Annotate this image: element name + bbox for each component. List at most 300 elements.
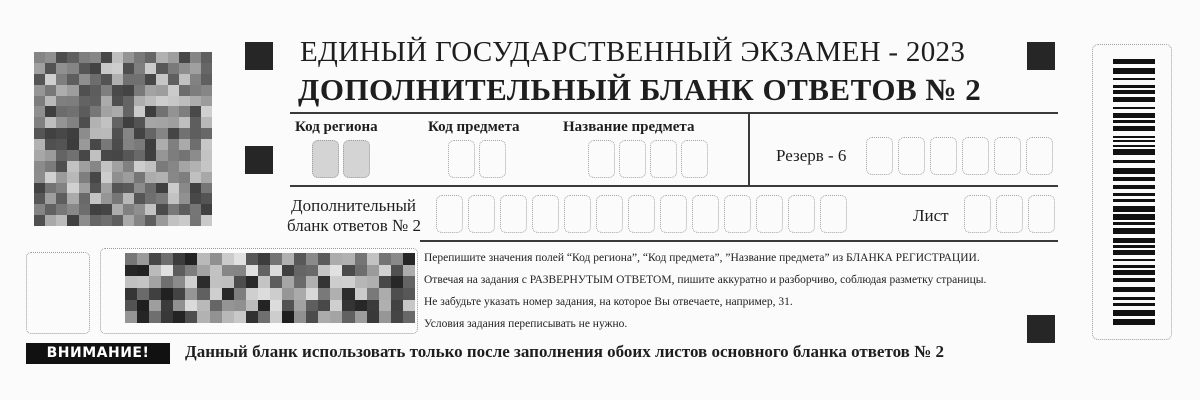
barcode-pixel <box>258 300 270 312</box>
barcode-pixel <box>367 265 379 277</box>
qr-pixel <box>190 215 201 226</box>
sheet-number-cell[interactable] <box>964 195 991 233</box>
barcode-pixel <box>246 288 258 300</box>
barcode-bar <box>1113 259 1155 261</box>
barcode-pixel <box>270 265 282 277</box>
qr-pixel <box>45 85 56 96</box>
qr-pixel <box>123 117 134 128</box>
barcode-pixel <box>234 265 246 277</box>
barcode-pixel <box>210 311 222 323</box>
qr-pixel <box>134 85 145 96</box>
barcode-pixel <box>294 253 306 265</box>
barcode-pixel <box>391 253 403 265</box>
qr-pixel <box>134 74 145 85</box>
barcode-bar <box>1113 245 1155 248</box>
qr-pixel <box>145 139 156 150</box>
reserve-cell[interactable] <box>994 137 1021 175</box>
reserve-divider <box>748 112 750 186</box>
qr-pixel <box>90 139 101 150</box>
extra-sheet-cell[interactable] <box>628 195 655 233</box>
qr-pixel <box>179 128 190 139</box>
barcode-pixel <box>294 265 306 277</box>
qr-pixel <box>134 128 145 139</box>
barcode-pixel <box>161 288 173 300</box>
qr-pixel <box>112 139 123 150</box>
extra-sheet-cell[interactable] <box>500 195 527 233</box>
barcode-pixel <box>342 311 354 323</box>
qr-pixel <box>90 128 101 139</box>
barcode-pixel <box>161 276 173 288</box>
qr-pixel <box>79 183 90 194</box>
extra-sheet-cell[interactable] <box>468 195 495 233</box>
qr-pixel <box>179 85 190 96</box>
qr-pixel <box>190 117 201 128</box>
qr-pixel <box>112 150 123 161</box>
barcode-bar <box>1113 97 1155 102</box>
instructions-divider <box>420 240 1058 242</box>
qr-pixel <box>79 150 90 161</box>
qr-pixel <box>123 128 134 139</box>
barcode-bar <box>1113 177 1155 181</box>
barcode-pixel <box>379 288 391 300</box>
barcode-pixel <box>403 265 415 277</box>
qr-pixel <box>45 117 56 128</box>
qr-pixel <box>134 204 145 215</box>
qr-pixel <box>45 204 56 215</box>
barcode-pixel <box>149 253 161 265</box>
barcode-bar <box>1113 199 1155 202</box>
qr-pixel <box>168 150 179 161</box>
barcode-pixel <box>330 276 342 288</box>
barcode-bar <box>1113 250 1155 255</box>
qr-pixel <box>123 172 134 183</box>
qr-pixel <box>112 85 123 96</box>
barcode-pixel <box>403 253 415 265</box>
extra-sheet-cell[interactable] <box>724 195 751 233</box>
qr-pixel <box>56 172 67 183</box>
qr-pixel <box>123 193 134 204</box>
barcode-bar <box>1113 140 1155 142</box>
qr-pixel <box>101 172 112 183</box>
qr-pixel <box>45 183 56 194</box>
qr-pixel <box>67 52 78 63</box>
qr-pixel <box>112 193 123 204</box>
barcode-pixel <box>234 276 246 288</box>
qr-pixel <box>123 215 134 226</box>
barcode-pixel <box>282 311 294 323</box>
qr-pixel <box>79 139 90 150</box>
qr-pixel <box>90 52 101 63</box>
qr-pixel <box>90 183 101 194</box>
qr-pixel <box>123 183 134 194</box>
barcode-pixel <box>355 265 367 277</box>
qr-pixel <box>112 204 123 215</box>
qr-code-pixelated <box>34 52 212 226</box>
qr-pixel <box>145 193 156 204</box>
barcode-pixel <box>306 311 318 323</box>
barcode-bar <box>1113 214 1155 220</box>
barcode-pixel <box>197 265 209 277</box>
barcode-pixel <box>355 311 367 323</box>
extra-sheet-cell[interactable] <box>692 195 719 233</box>
qr-pixel <box>90 204 101 215</box>
qr-pixel <box>168 117 179 128</box>
qr-pixel <box>179 117 190 128</box>
subject-code-cell[interactable] <box>448 140 475 178</box>
qr-pixel <box>123 106 134 117</box>
qr-pixel <box>190 52 201 63</box>
barcode-pixel <box>270 276 282 288</box>
barcode-bar <box>1113 120 1155 123</box>
extra-sheet-cell[interactable] <box>596 195 623 233</box>
qr-pixel <box>56 204 67 215</box>
anchor-square-top-left <box>245 42 273 70</box>
qr-pixel <box>123 52 134 63</box>
region-code-cell[interactable] <box>343 140 370 178</box>
barcode-pixel <box>258 265 270 277</box>
barcode-pixel <box>246 311 258 323</box>
barcode-pixel <box>149 311 161 323</box>
region-code-cell[interactable] <box>312 140 339 178</box>
barcode-pixel <box>282 288 294 300</box>
qr-pixel <box>145 85 156 96</box>
instruction-line-3: Не забудьте указать номер задания, на которое Вы отвечаете, например, 31. <box>424 296 793 308</box>
barcode-pixel <box>185 265 197 277</box>
qr-pixel <box>145 215 156 226</box>
barcode-pixel <box>403 276 415 288</box>
barcode-pixel <box>342 253 354 265</box>
vertical-barcode <box>1092 44 1172 340</box>
extra-sheet-cell[interactable] <box>660 195 687 233</box>
qr-pixel <box>90 106 101 117</box>
qr-pixel <box>168 85 179 96</box>
region-code-label: Код региона <box>295 119 378 135</box>
barcode-pixel <box>270 300 282 312</box>
qr-pixel <box>56 183 67 194</box>
qr-pixel <box>134 172 145 183</box>
qr-pixel <box>101 193 112 204</box>
barcode-pixel <box>185 300 197 312</box>
extra-sheet-cell[interactable] <box>564 195 591 233</box>
qr-pixel <box>67 150 78 161</box>
subject-name-cell[interactable] <box>650 140 677 178</box>
anchor-square-mid-left <box>245 146 273 174</box>
qr-pixel <box>179 74 190 85</box>
barcode-bar <box>1113 149 1155 155</box>
qr-pixel <box>101 183 112 194</box>
barcode-pixel <box>125 253 137 265</box>
qr-pixel <box>201 63 212 74</box>
qr-pixel <box>134 139 145 150</box>
barcode-pixel <box>318 288 330 300</box>
qr-pixel <box>134 52 145 63</box>
reserve-cell[interactable] <box>1026 137 1053 175</box>
barcode-pixel <box>342 300 354 312</box>
subject-code-cell[interactable] <box>479 140 506 178</box>
qr-pixel <box>145 52 156 63</box>
qr-pixel <box>179 172 190 183</box>
barcode-pixel <box>234 253 246 265</box>
barcode-bar <box>1113 193 1155 196</box>
qr-pixel <box>168 204 179 215</box>
barcode-bar <box>1113 78 1155 80</box>
barcode-pixel <box>294 276 306 288</box>
form-title: ДОПОЛНИТЕЛЬНЫЙ БЛАНК ОТВЕТОВ № 2 <box>298 72 982 107</box>
qr-pixel <box>79 117 90 128</box>
qr-pixel <box>145 150 156 161</box>
qr-pixel <box>45 63 56 74</box>
barcode-pixel <box>234 311 246 323</box>
barcode-pixel <box>258 311 270 323</box>
qr-pixel <box>112 106 123 117</box>
qr-pixel <box>145 172 156 183</box>
barcode-pixel <box>367 300 379 312</box>
barcode-pixel <box>137 311 149 323</box>
qr-pixel <box>56 139 67 150</box>
qr-pixel <box>56 161 67 172</box>
qr-pixel <box>112 172 123 183</box>
qr-pixel <box>190 128 201 139</box>
barcode-pixel <box>330 288 342 300</box>
barcode-pixel <box>282 300 294 312</box>
qr-pixel <box>56 215 67 226</box>
qr-pixel <box>201 106 212 117</box>
qr-pixel <box>34 128 45 139</box>
qr-pixel <box>45 128 56 139</box>
extra-sheet-cell[interactable] <box>756 195 783 233</box>
barcode-pixel <box>161 265 173 277</box>
subject-name-cell[interactable] <box>588 140 615 178</box>
barcode-pixel <box>246 265 258 277</box>
barcode-bar <box>1113 303 1155 306</box>
qr-pixel <box>156 85 167 96</box>
qr-pixel <box>179 96 190 107</box>
barcode-pixel <box>185 311 197 323</box>
qr-pixel <box>156 74 167 85</box>
barcode-pixel <box>173 276 185 288</box>
barcode-pixel <box>306 288 318 300</box>
qr-pixel <box>101 96 112 107</box>
qr-pixel <box>45 215 56 226</box>
reserve-cell[interactable] <box>898 137 925 175</box>
barcode-pixel <box>318 311 330 323</box>
barcode-pixel <box>379 300 391 312</box>
qr-pixel <box>156 139 167 150</box>
qr-pixel <box>134 106 145 117</box>
qr-pixel <box>34 139 45 150</box>
qr-pixel <box>134 161 145 172</box>
qr-pixel <box>112 117 123 128</box>
qr-pixel <box>112 96 123 107</box>
barcode-bar <box>1113 228 1155 234</box>
barcode-pixel <box>149 265 161 277</box>
qr-pixel <box>90 117 101 128</box>
anchor-square-bottom-right <box>1027 315 1055 343</box>
barcode-bar <box>1113 222 1155 225</box>
barcode-pixel <box>342 288 354 300</box>
barcode-pixel <box>270 253 282 265</box>
barcode-pixel <box>161 311 173 323</box>
qr-pixel <box>67 139 78 150</box>
qr-pixel <box>190 63 201 74</box>
barcode-pixel <box>246 276 258 288</box>
barcode-pixel <box>306 265 318 277</box>
extra-sheet-cell[interactable] <box>532 195 559 233</box>
qr-pixel <box>134 117 145 128</box>
qr-pixel <box>79 128 90 139</box>
barcode-pixel <box>173 265 185 277</box>
subject-name-cell[interactable] <box>681 140 708 178</box>
qr-pixel <box>156 193 167 204</box>
qr-pixel <box>145 117 156 128</box>
qr-pixel <box>168 63 179 74</box>
warning-text: Данный бланк использовать только после заполнения обоих листов основного бланка ответов № 2 <box>185 342 944 361</box>
qr-pixel <box>101 128 112 139</box>
barcode-pixel <box>137 253 149 265</box>
qr-pixel <box>156 106 167 117</box>
qr-pixel <box>56 128 67 139</box>
qr-pixel <box>101 63 112 74</box>
barcode-pixel <box>379 253 391 265</box>
qr-pixel <box>190 150 201 161</box>
barcode-pixel <box>149 300 161 312</box>
reserve-cell[interactable] <box>866 137 893 175</box>
barcode-pixel <box>258 288 270 300</box>
barcode-pixel <box>379 311 391 323</box>
qr-pixel <box>134 150 145 161</box>
qr-pixel <box>101 52 112 63</box>
qr-pixel <box>34 161 45 172</box>
qr-pixel <box>34 96 45 107</box>
qr-pixel <box>156 172 167 183</box>
qr-pixel <box>79 63 90 74</box>
qr-pixel <box>134 183 145 194</box>
qr-pixel <box>123 150 134 161</box>
reserve-cell[interactable] <box>930 137 957 175</box>
qr-pixel <box>179 204 190 215</box>
qr-pixel <box>168 52 179 63</box>
qr-pixel <box>123 96 134 107</box>
qr-pixel <box>145 204 156 215</box>
qr-pixel <box>45 161 56 172</box>
exam-title: ЕДИНЫЙ ГОСУДАРСТВЕННЫЙ ЭКЗАМЕН - 2023 <box>300 36 966 68</box>
reserve-cell[interactable] <box>962 137 989 175</box>
qr-pixel <box>101 150 112 161</box>
barcode-pixel <box>355 276 367 288</box>
barcode-pixel <box>234 300 246 312</box>
sheet-number-cell[interactable] <box>1028 195 1055 233</box>
qr-pixel <box>179 215 190 226</box>
qr-pixel <box>67 85 78 96</box>
qr-pixel <box>67 193 78 204</box>
qr-pixel <box>156 128 167 139</box>
barcode-pixel <box>379 265 391 277</box>
extra-sheet-label-line1: Дополнительный <box>291 196 416 215</box>
qr-pixel <box>79 204 90 215</box>
extra-sheet-cell[interactable] <box>436 195 463 233</box>
qr-pixel <box>156 52 167 63</box>
barcode-pixel <box>149 276 161 288</box>
barcode-bar <box>1113 168 1155 174</box>
qr-pixel <box>79 106 90 117</box>
barcode-pixel <box>137 276 149 288</box>
barcode-bar <box>1113 68 1155 74</box>
qr-pixel <box>201 74 212 85</box>
barcode-pixel <box>222 276 234 288</box>
qr-pixel <box>101 215 112 226</box>
qr-pixel <box>134 96 145 107</box>
sheet-number-cell[interactable] <box>996 195 1023 233</box>
barcode-pixel <box>210 276 222 288</box>
barcode-pixel <box>306 276 318 288</box>
qr-pixel <box>168 183 179 194</box>
qr-pixel <box>156 183 167 194</box>
qr-pixel <box>179 150 190 161</box>
subject-name-cell[interactable] <box>619 140 646 178</box>
qr-pixel <box>179 183 190 194</box>
qr-pixel <box>201 172 212 183</box>
qr-pixel <box>190 204 201 215</box>
qr-pixel <box>112 183 123 194</box>
extra-sheet-cell[interactable] <box>820 195 847 233</box>
sheet-label: Лист <box>913 206 949 225</box>
blank-dotted-box <box>26 252 90 334</box>
qr-pixel <box>67 183 78 194</box>
qr-pixel <box>156 161 167 172</box>
qr-pixel <box>190 183 201 194</box>
qr-pixel <box>179 52 190 63</box>
qr-pixel <box>67 215 78 226</box>
qr-pixel <box>34 183 45 194</box>
barcode-bar <box>1113 107 1155 109</box>
qr-pixel <box>123 204 134 215</box>
qr-pixel <box>90 85 101 96</box>
extra-sheet-cell[interactable] <box>788 195 815 233</box>
qr-pixel <box>90 150 101 161</box>
qr-pixel <box>145 128 156 139</box>
barcode-bar <box>1113 160 1155 163</box>
barcode-pixel <box>318 265 330 277</box>
barcode-pixel <box>282 265 294 277</box>
anchor-square-top-right <box>1027 42 1055 70</box>
barcode-pixel <box>391 265 403 277</box>
qr-pixel <box>90 193 101 204</box>
qr-pixel <box>123 63 134 74</box>
barcode-pixel <box>270 311 282 323</box>
barcode-pixel <box>367 311 379 323</box>
qr-pixel <box>123 139 134 150</box>
qr-pixel <box>179 63 190 74</box>
barcode-pixel <box>222 253 234 265</box>
barcode-bar <box>1113 238 1155 243</box>
qr-pixel <box>123 161 134 172</box>
barcode-pixel <box>197 288 209 300</box>
qr-pixel <box>168 215 179 226</box>
qr-pixel <box>56 193 67 204</box>
barcode-pixel <box>137 265 149 277</box>
barcode-pixel <box>330 300 342 312</box>
qr-pixel <box>56 150 67 161</box>
barcode-pixel <box>294 300 306 312</box>
pixelated-barcode <box>125 253 415 323</box>
qr-pixel <box>79 52 90 63</box>
qr-pixel <box>34 106 45 117</box>
barcode-pixel <box>197 253 209 265</box>
qr-pixel <box>101 85 112 96</box>
qr-pixel <box>90 215 101 226</box>
qr-pixel <box>201 128 212 139</box>
qr-pixel <box>134 215 145 226</box>
